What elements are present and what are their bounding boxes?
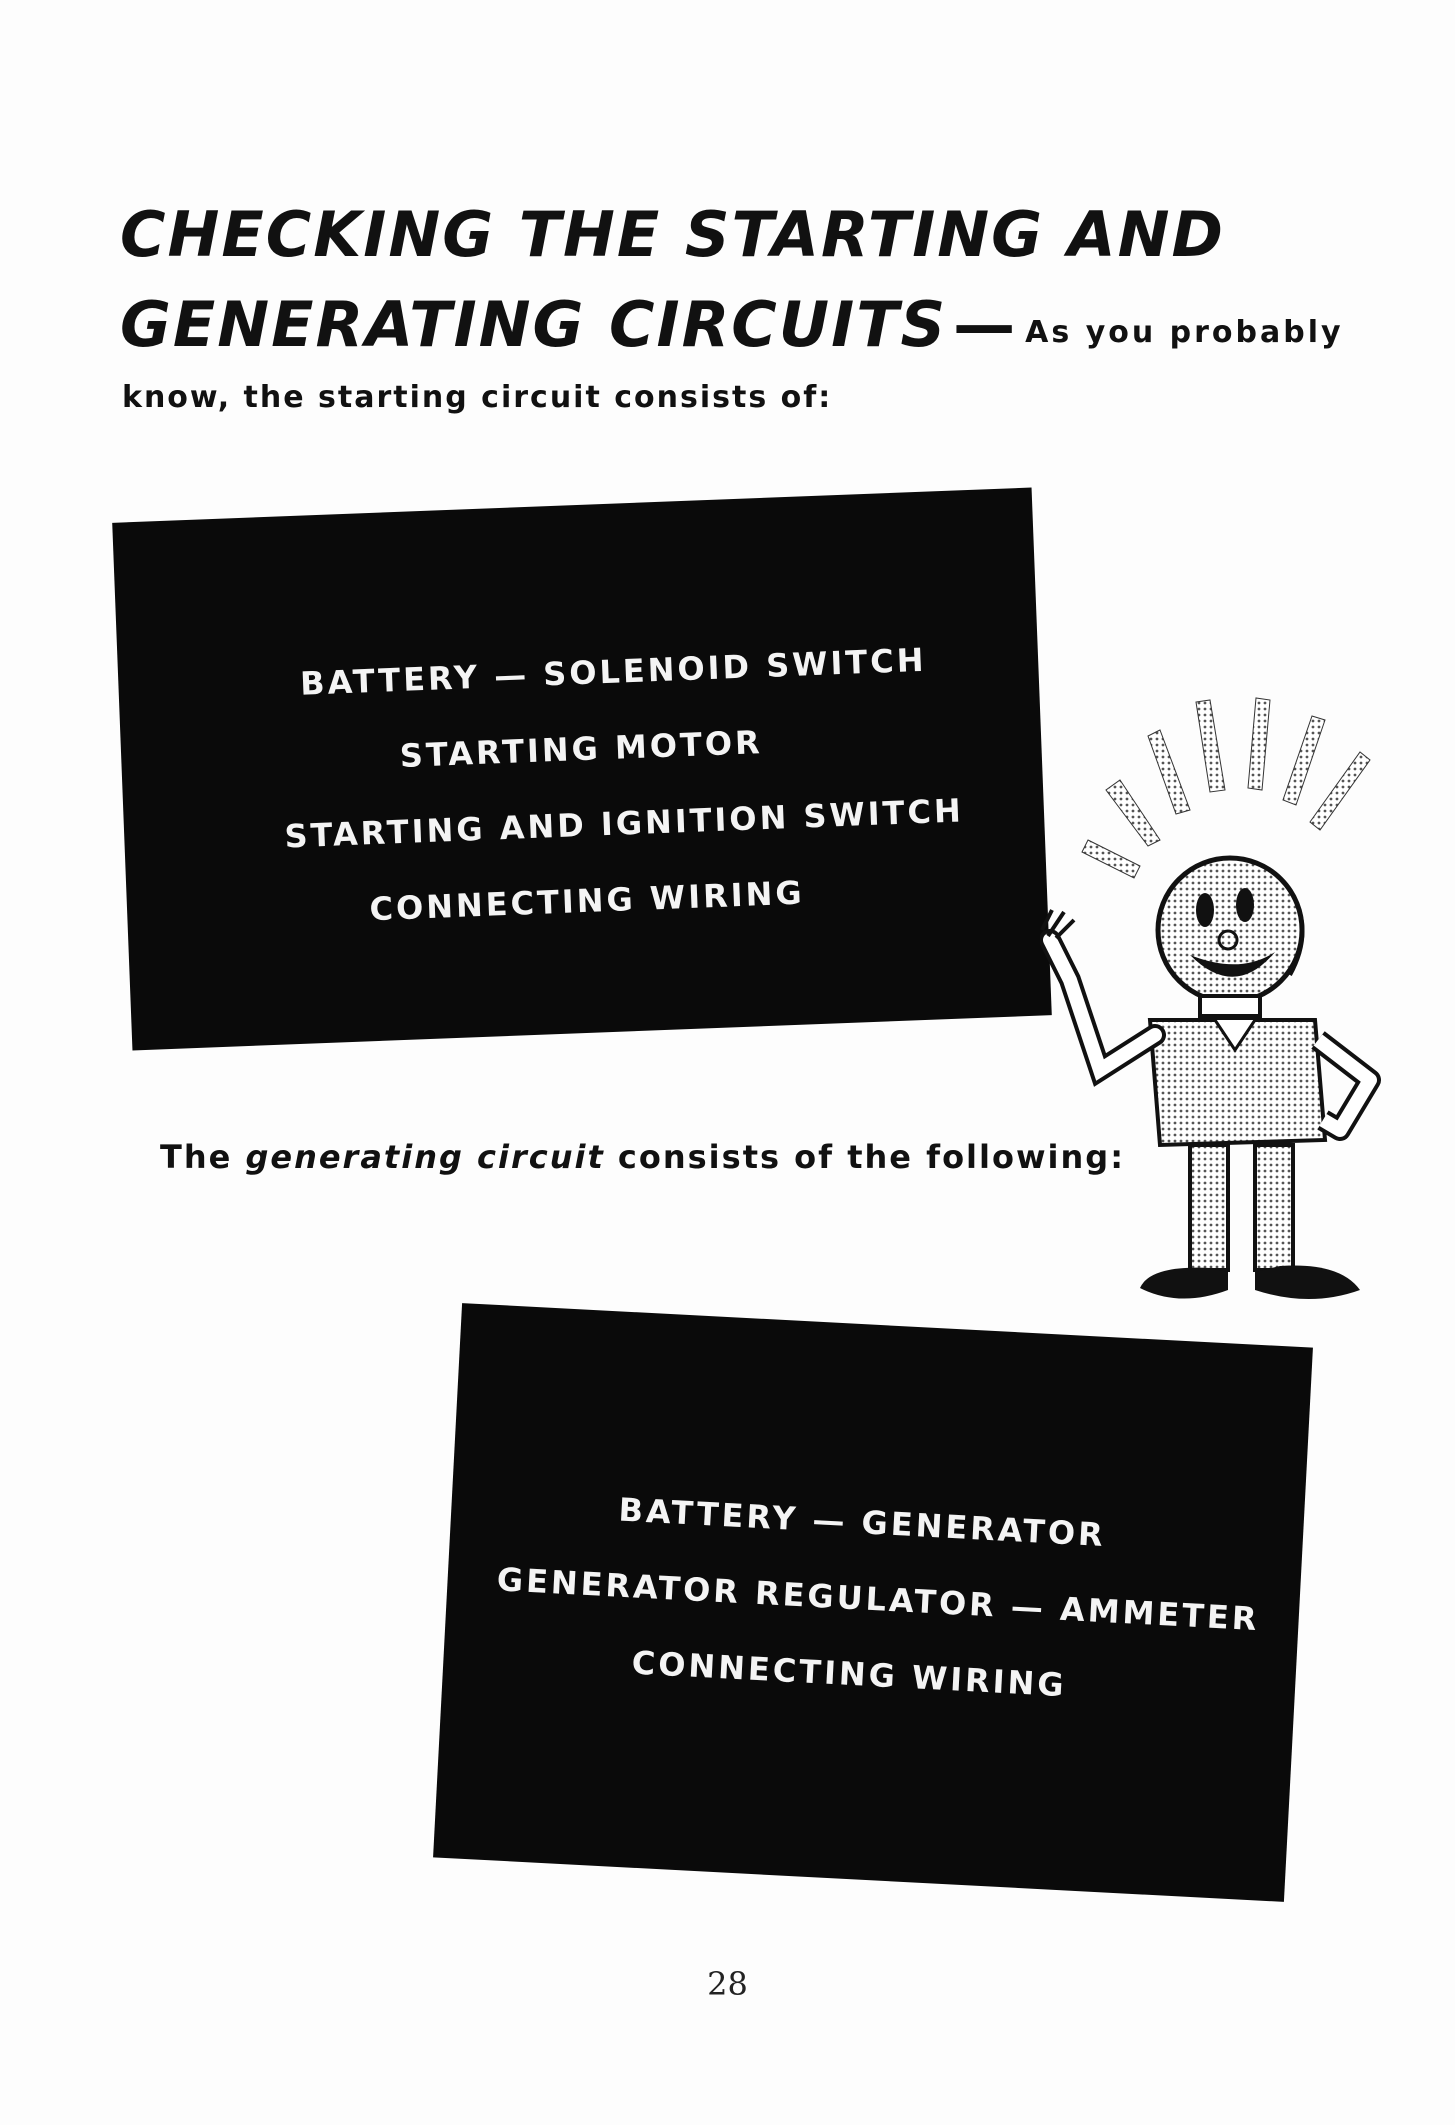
generating-intro-after: consists of the following: — [604, 1138, 1125, 1176]
intro-continuation: know, the starting circuit consists of: — [122, 380, 833, 415]
generating-circuit-panel — [433, 1303, 1313, 1902]
heading-line-1: CHECKING THE STARTING AND — [120, 198, 1225, 271]
starting-circuit-item: STARTING MOTOR — [399, 723, 764, 775]
heading-line-2-text: GENERATING CIRCUITS — [120, 288, 948, 361]
page-number: 28 — [707, 1965, 748, 2003]
starting-circuit-list — [117, 617, 1048, 956]
heading-dash: — — [953, 288, 1012, 361]
starting-circuit-item: BATTERY — SOLENOID SWITCH — [299, 640, 928, 703]
starting-circuit-panel — [112, 488, 1052, 1051]
generating-circuit-intro — [160, 1138, 1125, 1176]
bulb-head-mascot-icon — [1040, 640, 1420, 1330]
generating-intro-before: The — [160, 1138, 246, 1176]
section-heading — [120, 190, 1344, 378]
heading-lead-in: As you probably — [1025, 315, 1344, 350]
starting-circuit-item: CONNECTING WIRING — [368, 873, 806, 929]
starting-circuit-item: STARTING AND IGNITION SWITCH — [283, 791, 965, 856]
generating-circuit-list — [442, 1463, 1305, 1735]
generating-circuit-item: BATTERY — GENERATOR — [617, 1490, 1107, 1555]
generating-circuit-item: GENERATOR REGULATOR — AMMETER — [495, 1560, 1261, 1639]
heading-line-2 — [120, 280, 1344, 378]
generating-intro-emphasis: generating circuit — [245, 1138, 605, 1176]
generating-circuit-item: CONNECTING WIRING — [630, 1643, 1068, 1705]
